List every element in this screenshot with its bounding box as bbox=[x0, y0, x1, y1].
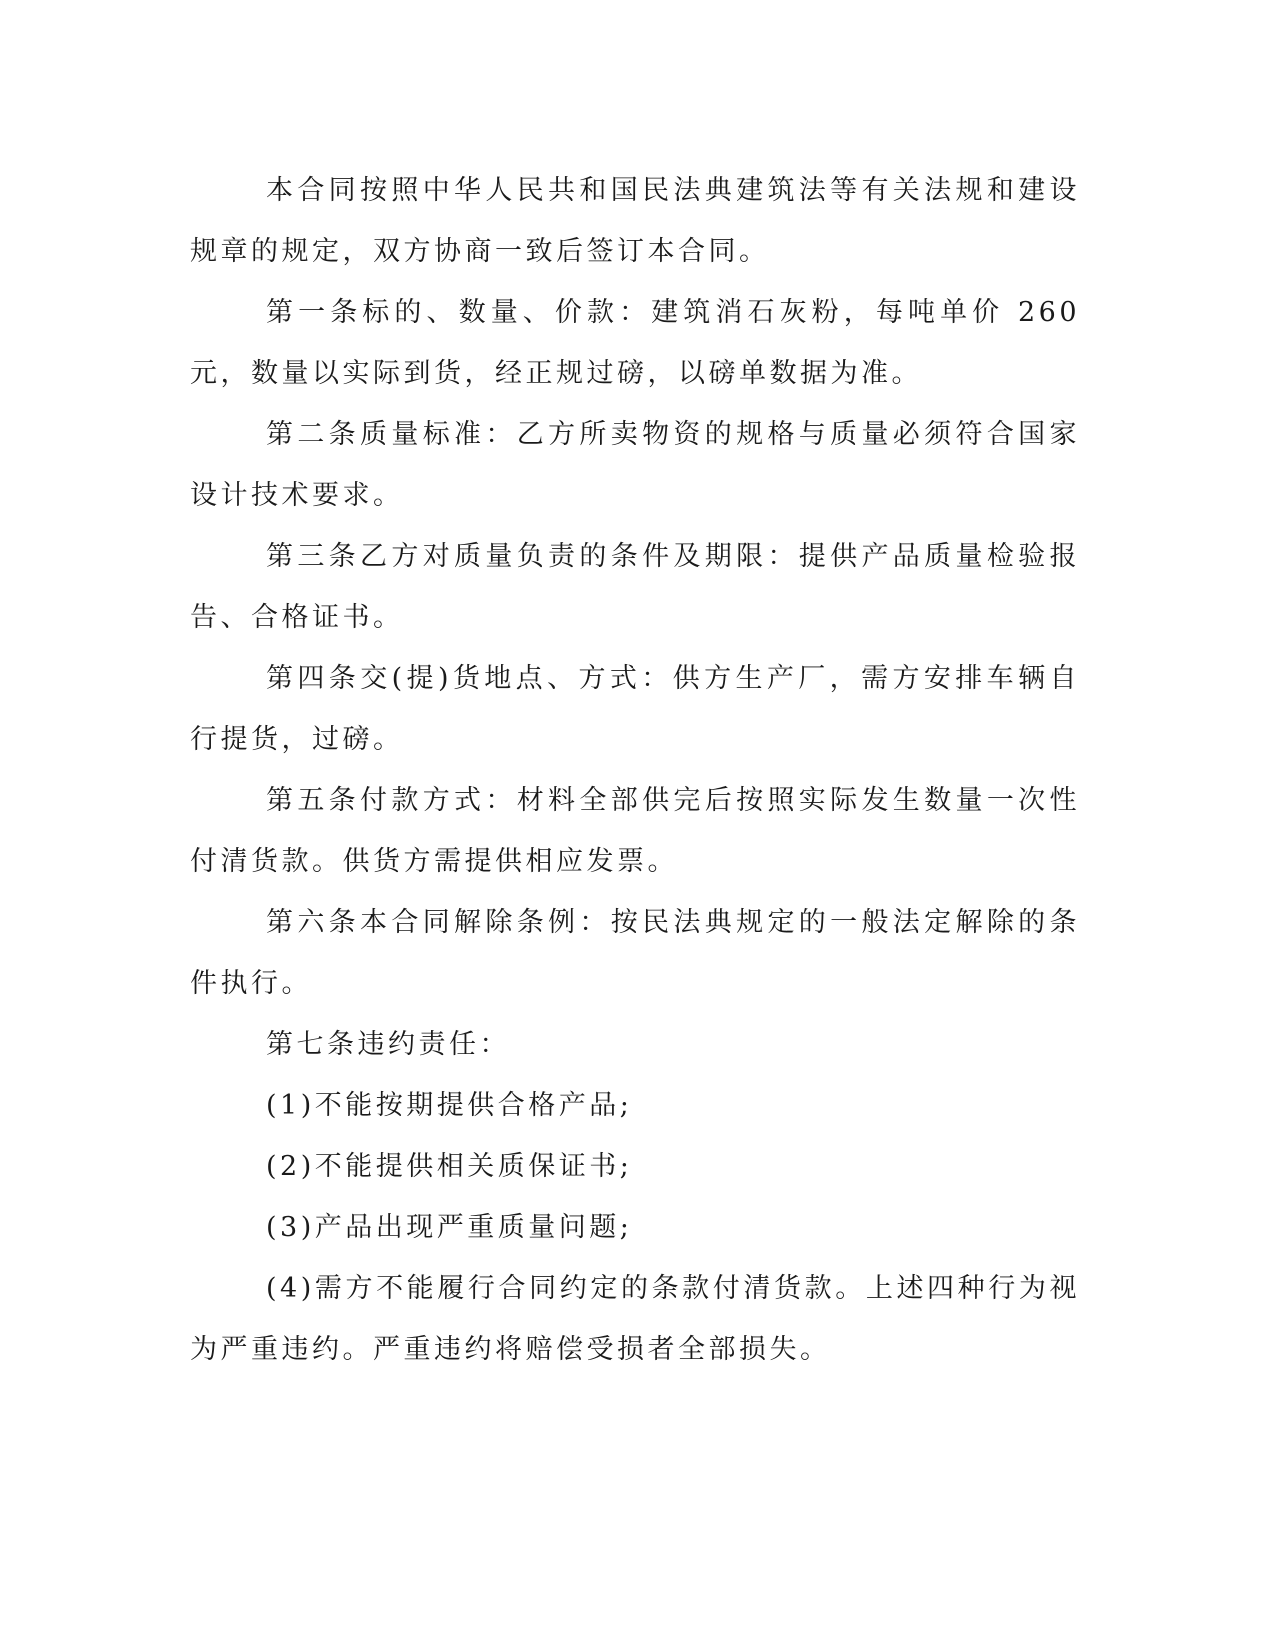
liability-item-2: (2)不能提供相关质保证书; bbox=[266, 1151, 633, 1182]
article-2-quality-standard: 第二条质量标准：乙方所卖物资的规格与质量必须符合国家设计技术要求。 bbox=[190, 419, 1080, 511]
article-3-quality-responsibility: 第三条乙方对质量负责的条件及期限：提供产品质量检验报告、合格证书。 bbox=[190, 541, 1080, 633]
liability-item-3: (3)产品出现严重质量问题; bbox=[266, 1212, 633, 1243]
article-5-payment: 第五条付款方式：材料全部供完后按照实际发生数量一次性付清货款。供货方需提供相应发票。 bbox=[190, 785, 1080, 877]
article-7-liability-heading: 第七条违约责任： bbox=[266, 1029, 510, 1060]
contract-preamble: 本合同按照中华人民共和国民法典建筑法等有关法规和建设规章的规定，双方协商一致后签订本合同。 bbox=[190, 175, 1080, 267]
article-6-termination: 第六条本合同解除条例：按民法典规定的一般法定解除的条件执行。 bbox=[190, 907, 1080, 999]
contract-body bbox=[190, 160, 1080, 1380]
article-4-delivery: 第四条交(提)货地点、方式：供方生产厂，需方安排车辆自行提货，过磅。 bbox=[190, 663, 1080, 755]
liability-item-4: (4)需方不能履行合同约定的条款付清货款。上述四种行为视为严重违约。严重违约将赔偿受损者全部损失。 bbox=[190, 1273, 1080, 1365]
liability-item-1: (1)不能按期提供合格产品; bbox=[266, 1090, 633, 1121]
article-1-subject-quantity-price: 第一条标的、数量、价款：建筑消石灰粉，每吨单价 260 元，数量以实际到货，经正规过磅，以磅单数据为准。 bbox=[190, 297, 1080, 389]
